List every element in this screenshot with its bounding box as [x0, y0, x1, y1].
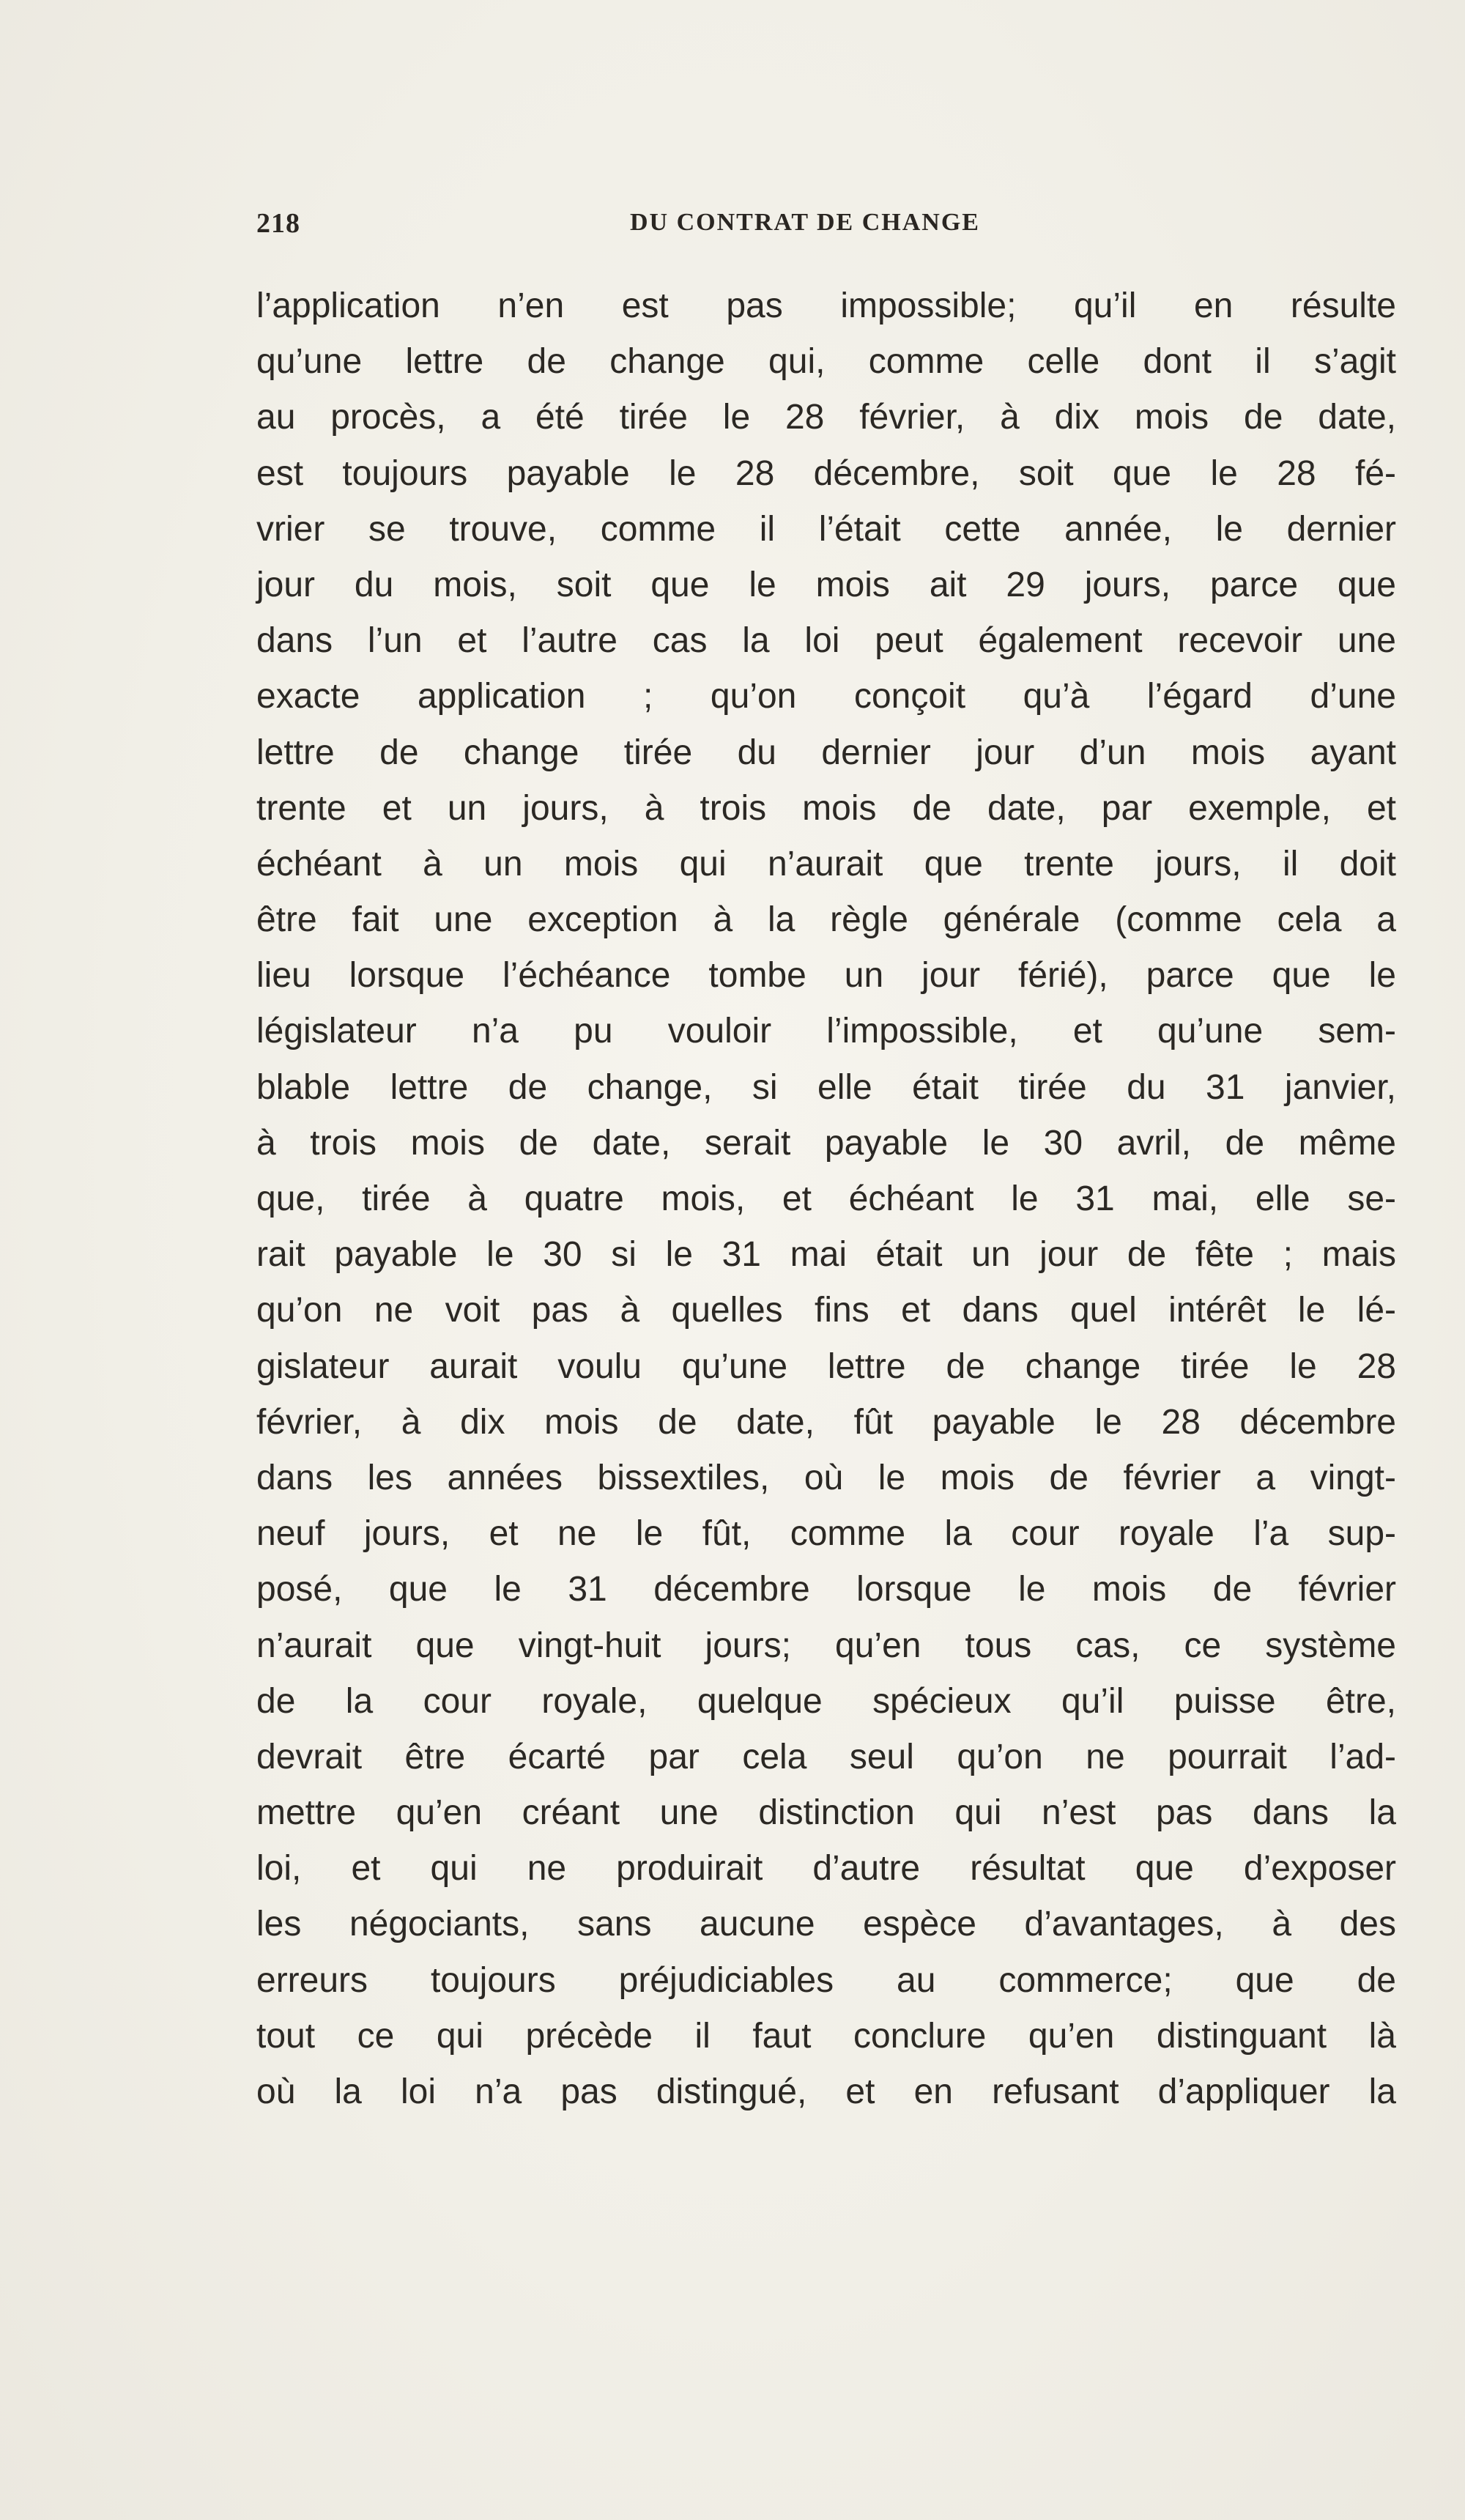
- text-line: jour du mois, soit que le mois ait 29 jours, parce que: [256, 565, 1396, 604]
- text-line: posé, que le 31 décembre lorsque le mois de février: [256, 1570, 1396, 1609]
- text-line: février, à dix mois de date, fût payable le 28 décembre: [256, 1402, 1396, 1442]
- text-line: au procès, a été tirée le 28 février, à dix mois de date,: [256, 398, 1396, 437]
- text-line: dans l’un et l’autre cas la loi peut également recevoir une: [256, 621, 1396, 661]
- text-line: devrait être écarté par cela seul qu’on ne pourrait l’ad-: [256, 1737, 1396, 1776]
- text-line: trente et un jours, à trois mois de date, par exemple, et: [256, 788, 1396, 828]
- text-line: à trois mois de date, serait payable le 30 avril, de même: [256, 1123, 1396, 1163]
- text-line: échéant à un mois qui n’aurait que trente jours, il doit: [256, 844, 1396, 883]
- text-line: lieu lorsque l’échéance tombe un jour férié), parce que le: [256, 956, 1396, 996]
- text-line: rait payable le 30 si le 31 mai était un jour de fête ; mais: [256, 1235, 1396, 1275]
- text-line: être fait une exception à la règle générale (comme cela a: [256, 900, 1396, 940]
- text-line: blable lettre de change, si elle était tirée du 31 janvier,: [256, 1067, 1396, 1107]
- text-line: l’application n’en est pas impossible; qu’il en résulte: [256, 286, 1396, 325]
- text-line: loi, et qui ne produirait d’autre résultat que d’exposer: [256, 1849, 1396, 1889]
- running-title: DU CONTRAT DE CHANGE: [630, 209, 980, 236]
- text-line: est toujours payable le 28 décembre, soit que le 28 fé-: [256, 453, 1396, 493]
- text-line: vrier se trouve, comme il l’était cette année, le dernier: [256, 509, 1396, 549]
- text-line: erreurs toujours préjudiciables au commerce; que de: [256, 1960, 1396, 2000]
- text-line: législateur n’a pu vouloir l’impossible, et qu’une sem-: [256, 1012, 1396, 1051]
- text-line: neuf jours, et ne le fût, comme la cour royale l’a sup-: [256, 1514, 1396, 1554]
- text-line: exacte application ; qu’on conçoit qu’à l’égard d’une: [256, 677, 1396, 716]
- text-line: dans les années bissextiles, où le mois de février a vingt-: [256, 1458, 1396, 1497]
- text-line: les négociants, sans aucune espèce d’avantages, à des: [256, 1905, 1396, 1944]
- text-line: mettre qu’en créant une distinction qui n’est pas dans la: [256, 1793, 1396, 1833]
- text-line: n’aurait que vingt-huit jours; qu’en tous cas, ce système: [256, 1626, 1396, 1665]
- text-line: tout ce qui précède il faut conclure qu’en distinguant là: [256, 2016, 1396, 2056]
- body-text: [256, 278, 1396, 2120]
- text-line: où la loi n’a pas distingué, et en refusant d’appliquer la: [256, 2072, 1396, 2111]
- text-line: qu’on ne voit pas à quelles fins et dans quel intérêt le lé-: [256, 1291, 1396, 1330]
- page-number: 218: [256, 208, 300, 239]
- text-line: de la cour royale, quelque spécieux qu’il puisse être,: [256, 1681, 1396, 1721]
- text-line: qu’une lettre de change qui, comme celle dont il s’agit: [256, 342, 1396, 382]
- text-line: que, tirée à quatre mois, et échéant le 31 mai, elle se-: [256, 1179, 1396, 1218]
- text-line: gislateur aurait voulu qu’une lettre de change tirée le 28: [256, 1346, 1396, 1386]
- page-header: [256, 207, 1399, 244]
- text-line: lettre de change tirée du dernier jour d’un mois ayant: [256, 733, 1396, 772]
